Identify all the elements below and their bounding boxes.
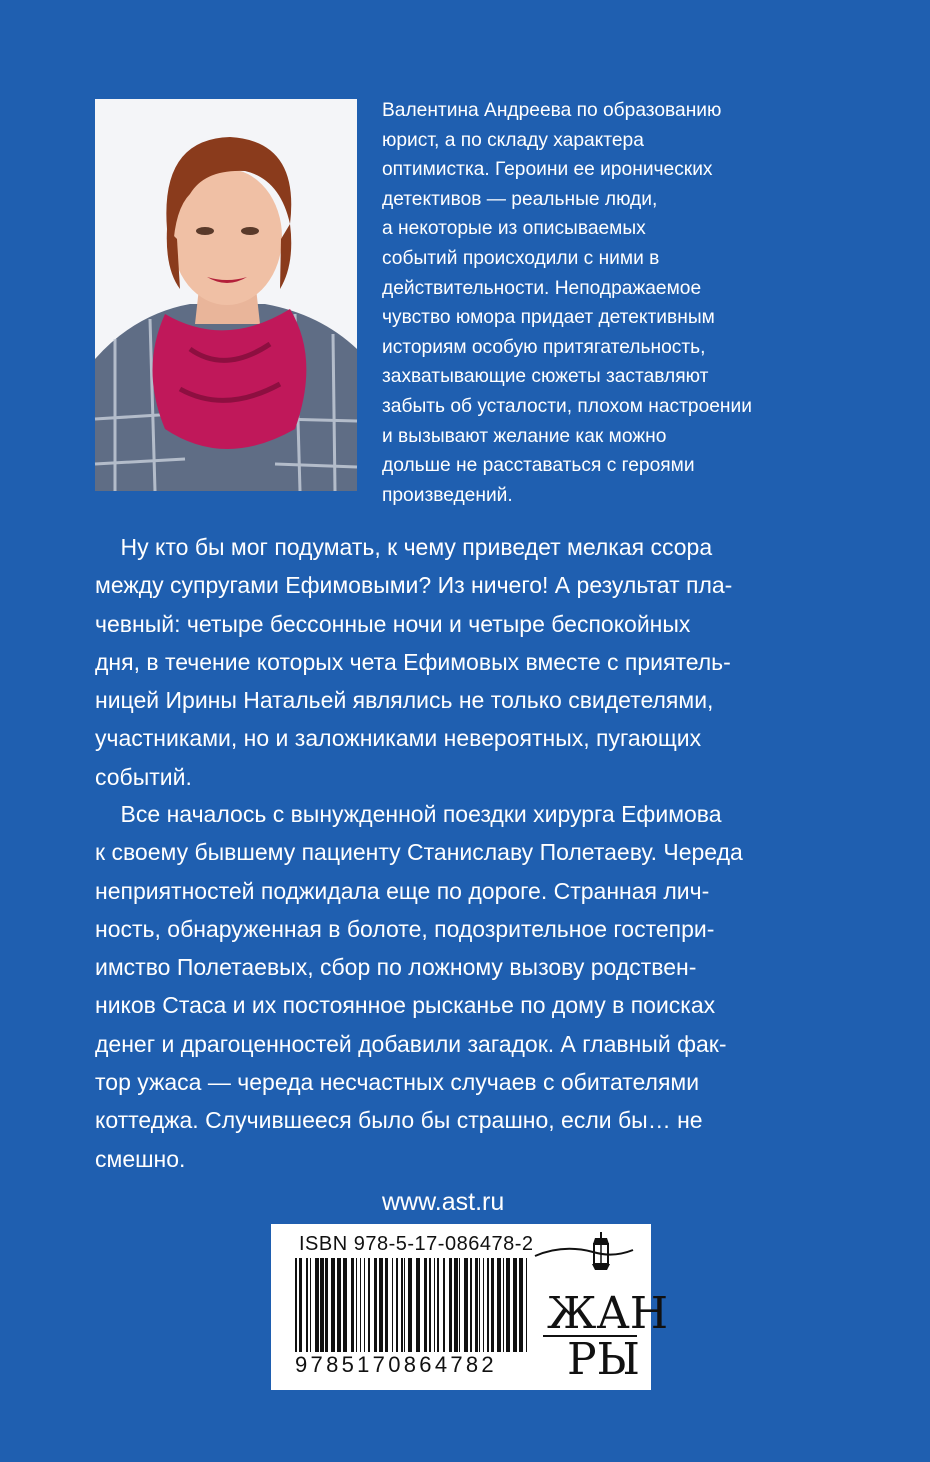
barcode-bar — [483, 1258, 484, 1352]
paragraph-line: Ну кто бы мог подумать, к чему приведет мелкая ссора — [95, 534, 713, 560]
barcode-bar — [443, 1258, 445, 1352]
barcode-bar — [519, 1258, 523, 1352]
barcode-bar — [385, 1258, 388, 1352]
paragraph-line: событий. — [95, 763, 192, 790]
barcode-bar — [408, 1258, 412, 1352]
barcode-bars — [295, 1258, 527, 1352]
barcode-bar — [315, 1258, 319, 1352]
barcode-bar — [459, 1258, 460, 1352]
paragraph-line: чевный: четыре бессонные ночи и четыре беспокойных — [95, 610, 691, 637]
barcode-bar — [506, 1258, 510, 1352]
barcode-bar — [454, 1258, 458, 1352]
barcode-bar — [437, 1258, 439, 1352]
barcode-bar — [449, 1258, 452, 1352]
author-bio — [382, 96, 802, 510]
bio-line: событий происходили с ними в — [382, 247, 660, 269]
barcode-bar — [374, 1258, 377, 1352]
bio-line: а некоторые из описываемых — [382, 218, 646, 240]
barcode-bar — [299, 1258, 302, 1352]
bio-line: забыть об усталости, плохом настроении — [382, 395, 752, 417]
bio-line: захватывающие сюжеты заставляют — [382, 366, 709, 388]
barcode-bar — [320, 1258, 324, 1352]
barcode-bar — [396, 1258, 398, 1352]
barcode-bar — [331, 1258, 335, 1352]
bio-line: дольше не расставаться с героями — [382, 455, 695, 477]
barcode-bar — [368, 1258, 370, 1352]
barcode-bar — [360, 1258, 361, 1352]
paragraph-line: коттеджа. Случившееся было бы страшно, если бы… не — [95, 1107, 703, 1134]
zhanry-logo — [533, 1228, 669, 1386]
barcode-bar — [416, 1258, 420, 1352]
annotation-paragraph-2 — [95, 795, 843, 1178]
isbn-label: ISBN 978-5-17-086478-2 — [299, 1233, 534, 1255]
barcode-bar — [434, 1258, 435, 1352]
barcode-bar — [429, 1258, 431, 1352]
barcode-bar — [475, 1258, 478, 1352]
barcode-bar — [310, 1258, 311, 1352]
barcode-bar — [491, 1258, 494, 1352]
paragraph-line: Все началось с вынужденной поездки хирурга Ефимова — [95, 801, 722, 827]
paragraph-line: участниками, но и заложниками невероятных, пугающих — [95, 725, 702, 752]
paragraph-line: дня, в течение которых чета Ефимовых вместе с приятель- — [95, 648, 731, 675]
logo-line-1: ЖАН — [547, 1288, 669, 1339]
barcode-bar — [479, 1258, 480, 1352]
author-portrait-illustration — [95, 99, 357, 491]
bio-line: юрист, а по складу характера — [382, 129, 644, 151]
paragraph-line: между супругами Ефимовыми? Из ничего! А результат пла- — [95, 572, 733, 599]
barcode-bar — [343, 1258, 347, 1352]
bio-line: историям особую притягательность, — [382, 336, 706, 358]
bio-line: Валентина Андреева по образованию — [382, 100, 722, 121]
bio-line: и вызывают желание как можно — [382, 425, 667, 447]
barcode-digits: 9785170864782 — [295, 1352, 497, 1377]
barcode-bar — [470, 1258, 472, 1352]
barcode-bar — [364, 1258, 365, 1352]
bio-line: чувство юмора придает детективным — [382, 307, 715, 329]
barcode-bar — [295, 1258, 297, 1352]
barcode-bar — [503, 1258, 504, 1352]
barcode-bar — [325, 1258, 328, 1352]
lantern-icon — [535, 1232, 633, 1270]
author-photo — [95, 99, 357, 491]
paragraph-line: к своему бывшему пациенту Станиславу Полетаеву. Череда — [95, 839, 743, 866]
barcode-bar — [404, 1258, 405, 1352]
barcode-bar — [497, 1258, 501, 1352]
barcode-bar — [337, 1258, 341, 1352]
barcode-bar — [464, 1258, 468, 1352]
barcode-panel — [271, 1224, 669, 1390]
barcode-bar — [306, 1258, 308, 1352]
barcode-bar — [487, 1258, 489, 1352]
barcode-bar — [392, 1258, 393, 1352]
paragraph-line: ницей Ирины Натальей являлись не только свидетелями, — [95, 687, 714, 714]
barcode-bar — [351, 1258, 354, 1352]
bio-line: оптимистка. Героини ее иронических — [382, 159, 713, 181]
paragraph-line: смешно. — [95, 1145, 186, 1172]
annotation-paragraph-1 — [95, 528, 843, 796]
bio-line: действительности. Неподражаемое — [382, 277, 702, 299]
paragraph-line: ников Стаса и их постоянное рысканье по дому в поисках — [95, 992, 716, 1019]
barcode-bar — [526, 1258, 527, 1352]
bio-line: произведений. — [382, 484, 513, 506]
publisher-website[interactable]: www.ast.ru — [382, 1188, 505, 1216]
barcode-bar — [401, 1258, 403, 1352]
paragraph-line: имство Полетаевых, сбор по ложному вызову родствен- — [95, 954, 697, 981]
bio-line: детективов — реальные люди, — [382, 188, 658, 210]
barcode-bar — [379, 1258, 383, 1352]
paragraph-line: ность, обнаруженная в болоте, подозрительное гостепри- — [95, 915, 715, 942]
barcode-bar — [424, 1258, 427, 1352]
logo-line-2: РЫ — [567, 1334, 640, 1385]
paragraph-line: тор ужаса — череда несчастных случаев с обитателями — [95, 1069, 700, 1096]
barcode-bar — [356, 1258, 357, 1352]
barcode-bar — [513, 1258, 517, 1352]
paragraph-line: неприятностей поджидала еще по дороге. Странная лич- — [95, 877, 710, 904]
paragraph-line: денег и драгоценностей добавили загадок. А главный фак- — [95, 1030, 727, 1057]
